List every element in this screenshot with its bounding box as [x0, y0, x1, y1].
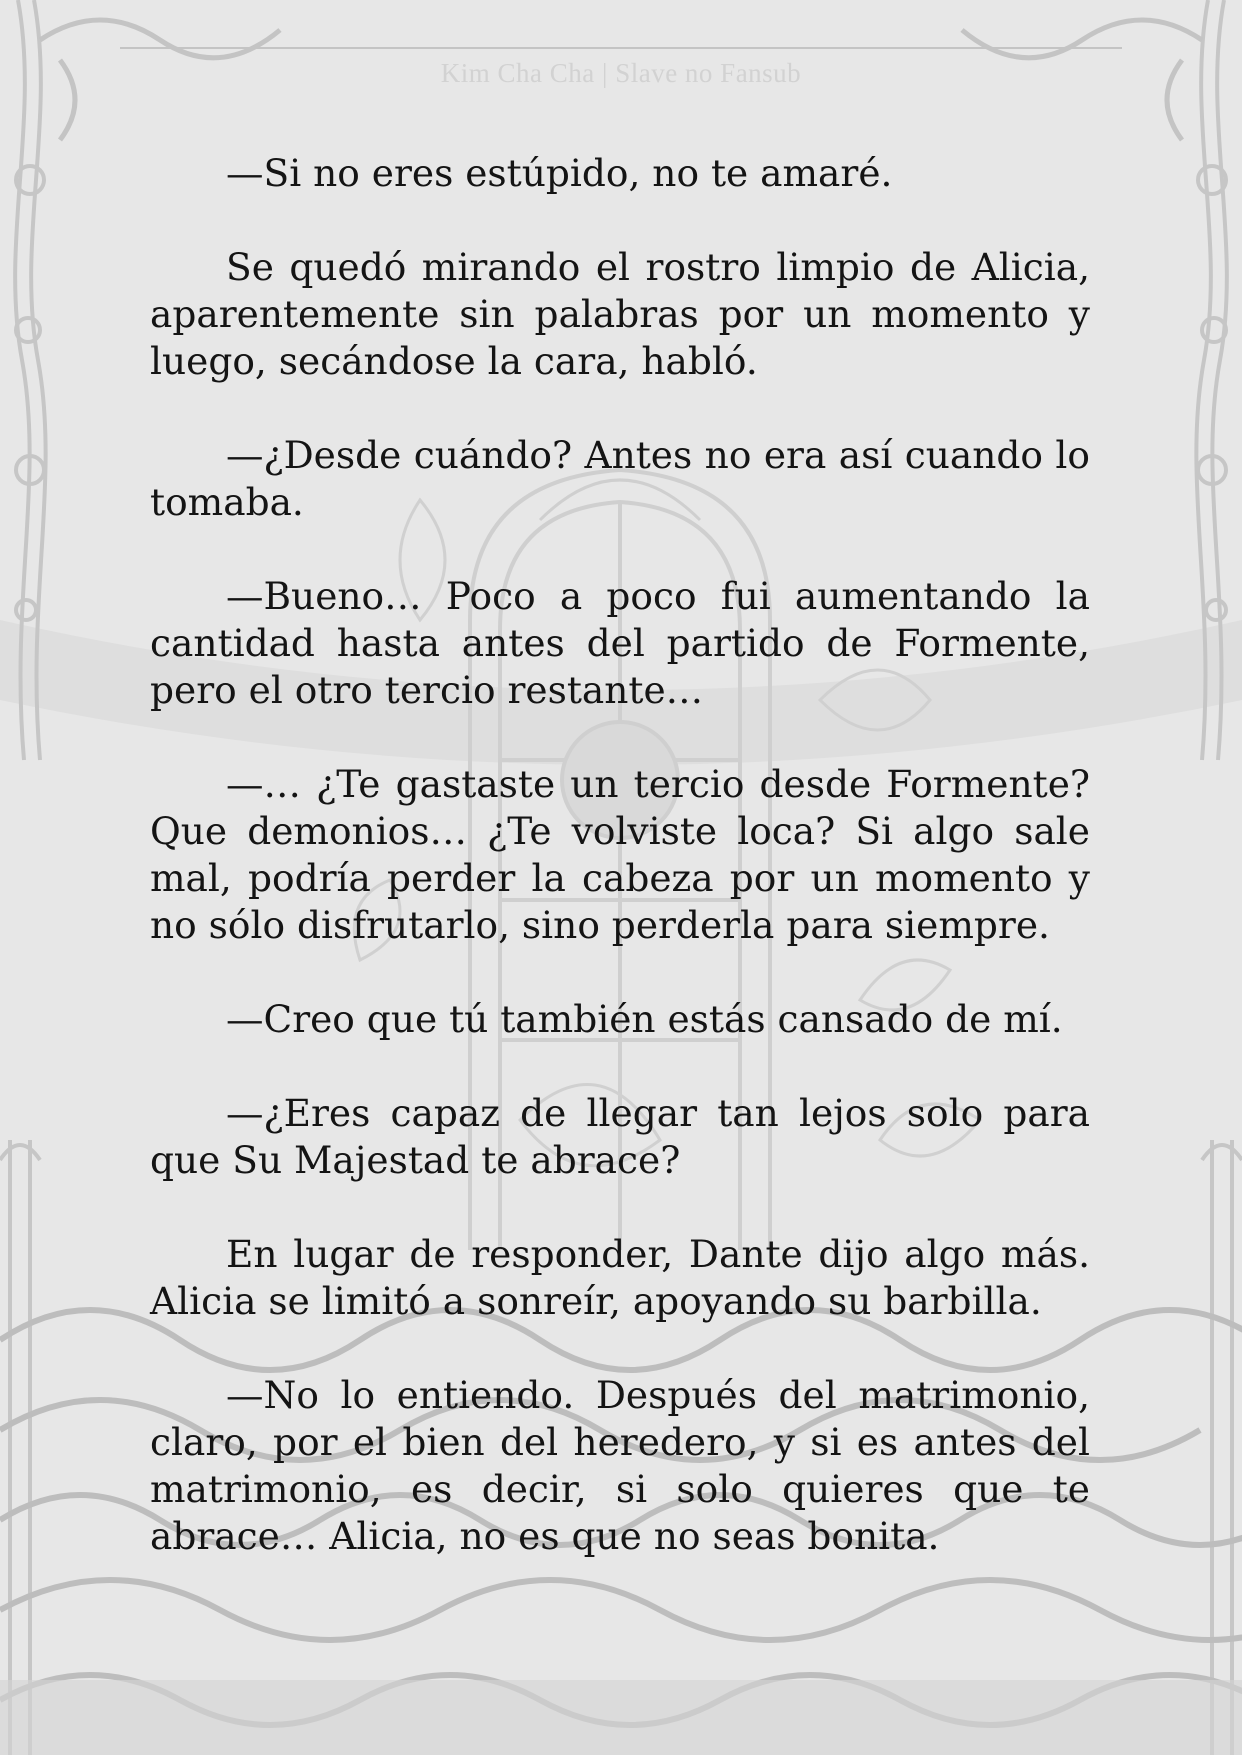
fansub-watermark: Kim Cha Cha | Slave no Fansub — [440, 58, 802, 88]
paragraph: —Si no eres estúpido, no te amaré. — [226, 151, 893, 195]
right-border-ornament — [1196, 0, 1242, 1755]
paragraph: —Creo que tú también estás cansado de mí. — [226, 997, 1063, 1041]
paragraph: —¿Eres capaz de llegar tan lejos solo para que Su Majestad te abrace? — [150, 1091, 1090, 1182]
paragraph: —¿Desde cuándo? Antes no era así cuando lo tomaba. — [150, 433, 1090, 524]
story-text — [150, 150, 1090, 1607]
paragraph: En lugar de responder, Dante dijo algo más. Alicia se limitó a sonreír, apoyando su barbilla. — [150, 1232, 1090, 1323]
paragraph: —No lo entiendo. Después del matrimonio, claro, por el bien del heredero, y si es antes del matrimonio, es decir, si solo quieres que te abrace… Alicia, no es que no seas bonita. — [150, 1373, 1090, 1558]
paragraph: —… ¿Te gastaste un tercio desde Formente? Que demonios… ¿Te volviste loca? Si algo sale mal, podría perder la cabeza por un momento y no sólo disfrutarlo, sino perderla para siempre. — [150, 762, 1090, 947]
left-border-ornament — [0, 0, 46, 1755]
paragraph: Se quedó mirando el rostro limpio de Alicia, aparentemente sin palabras por un momento y luego, secándose la cara, habló. — [150, 245, 1090, 383]
paragraph: —Bueno… Poco a poco fui aumentando la cantidad hasta antes del partido de Formente, pero el otro tercio restante… — [150, 574, 1090, 712]
